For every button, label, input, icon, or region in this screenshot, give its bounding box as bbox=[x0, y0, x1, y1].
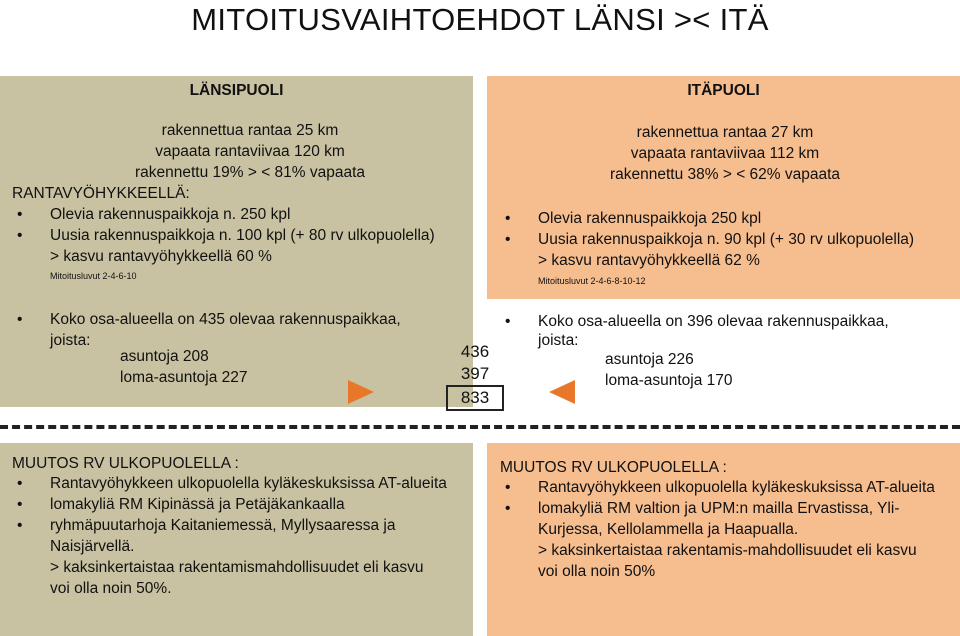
east-changes-heading: MUUTOS RV ULKOPUOLELLA : bbox=[500, 459, 727, 476]
west-total-list bbox=[12, 309, 401, 330]
west-change-at: • Rantavyöhykkeen ulkopuolella kyläkeskuksissa AT-alueita bbox=[12, 473, 447, 494]
west-changes-extra-line2: voi olla noin 50%. bbox=[50, 580, 172, 597]
east-change-rm: • lomakyliä RM valtion ja UPM:n mailla Ervastissa, Yli- bbox=[500, 498, 935, 519]
east-bullet-new: • Uusia rakennuspaikkoja n. 90 kpl (+ 30 rv ulkopuolella) bbox=[500, 229, 914, 250]
east-changes-list bbox=[500, 477, 935, 519]
right-arrow-icon bbox=[346, 378, 376, 406]
west-zone-label: RANTAVYÖHYKKEELLÄ: bbox=[12, 185, 190, 202]
east-stats bbox=[580, 122, 870, 185]
west-holiday: loma-asuntoja 227 bbox=[120, 369, 248, 386]
west-homes: asuntoja 208 bbox=[120, 348, 209, 365]
total-west: 436 bbox=[460, 342, 490, 361]
east-changes-extra-line1: > kaksinkertaistaa rakentamis-mahdollisuudet eli kasvu bbox=[538, 542, 917, 559]
west-bullet-existing: • Olevia rakennuspaikkoja n. 250 kpl bbox=[12, 204, 435, 225]
west-changes-extra-line1: > kaksinkertaistaa rakentamismahdollisuudet eli kasvu bbox=[50, 559, 424, 576]
total-east: 397 bbox=[460, 364, 490, 383]
west-bullet-new: • Uusia rakennuspaikkoja n. 100 kpl (+ 80 rv ulkopuolella) bbox=[12, 225, 435, 246]
west-change-rm: • lomakyliä RM Kipinässä ja Petäjäkankaalla bbox=[12, 494, 447, 515]
east-stat-ratio: rakennettu 38% > < 62% vapaata bbox=[609, 166, 841, 183]
east-bullet-existing: • Olevia rakennuspaikkoja 250 kpl bbox=[500, 208, 914, 229]
east-holiday: loma-asuntoja 170 bbox=[605, 372, 733, 389]
totals-box bbox=[446, 341, 504, 411]
east-changes-extra-line2: voi olla noin 50% bbox=[538, 563, 656, 580]
east-stat-free: vapaata rantaviivaa 112 km bbox=[630, 145, 820, 162]
west-change-gardens-cont: Naisjärvellä. bbox=[50, 538, 135, 555]
east-change-at: • Rantavyöhykkeen ulkopuolella kyläkeskuksissa AT-alueita bbox=[500, 477, 935, 498]
west-total-intro: • Koko osa-alueella on 435 olevaa rakennuspaikkaa, bbox=[12, 309, 401, 330]
east-total-list bbox=[500, 311, 889, 332]
west-total-joista: joista: bbox=[50, 332, 91, 349]
west-note: Mitoitusluvut 2-4-6-10 bbox=[50, 271, 137, 281]
west-stat-free: vapaata rantaviivaa 120 km bbox=[155, 143, 345, 160]
total-sum: 833 bbox=[446, 385, 504, 411]
east-total-joista: joista: bbox=[538, 332, 579, 349]
west-changes-heading: MUUTOS RV ULKOPUOLELLA : bbox=[12, 455, 239, 472]
east-heading: ITÄPUOLI bbox=[687, 82, 760, 99]
east-changes-extra bbox=[538, 540, 917, 582]
west-changes-extra bbox=[50, 557, 423, 599]
west-stats bbox=[125, 120, 375, 183]
west-change-gardens: • ryhmäpuutarhoja Kaitaniemessä, Myllysaaressa ja bbox=[12, 515, 447, 536]
left-arrow-icon bbox=[547, 378, 577, 406]
west-heading: LÄNSIPUOLI bbox=[189, 82, 284, 99]
east-change-rm-cont: Kurjessa, Kellolammella ja Haapualla. bbox=[538, 521, 799, 538]
west-bullet-list bbox=[12, 204, 435, 246]
east-note: Mitoitusluvut 2-4-6-8-10-12 bbox=[538, 276, 646, 286]
east-total-intro: • Koko osa-alueella on 396 olevaa rakennuspaikkaa, bbox=[500, 311, 889, 332]
west-growth: > kasvu rantavyöhykkeellä 60 % bbox=[50, 248, 272, 265]
page-title: MITOITUSVAIHTOEHDOT LÄNSI >< ITÄ bbox=[191, 2, 769, 37]
east-growth: > kasvu rantavyöhykkeellä 62 % bbox=[538, 252, 760, 269]
section-divider bbox=[0, 425, 960, 429]
east-bullet-list bbox=[500, 208, 914, 250]
west-stat-built: rakennettua rantaa 25 km bbox=[161, 122, 339, 139]
west-stat-ratio: rakennettu 19% > < 81% vapaata bbox=[134, 164, 366, 181]
west-changes-list bbox=[12, 473, 447, 536]
east-homes: asuntoja 226 bbox=[605, 351, 694, 368]
east-stat-built: rakennettua rantaa 27 km bbox=[636, 124, 814, 141]
